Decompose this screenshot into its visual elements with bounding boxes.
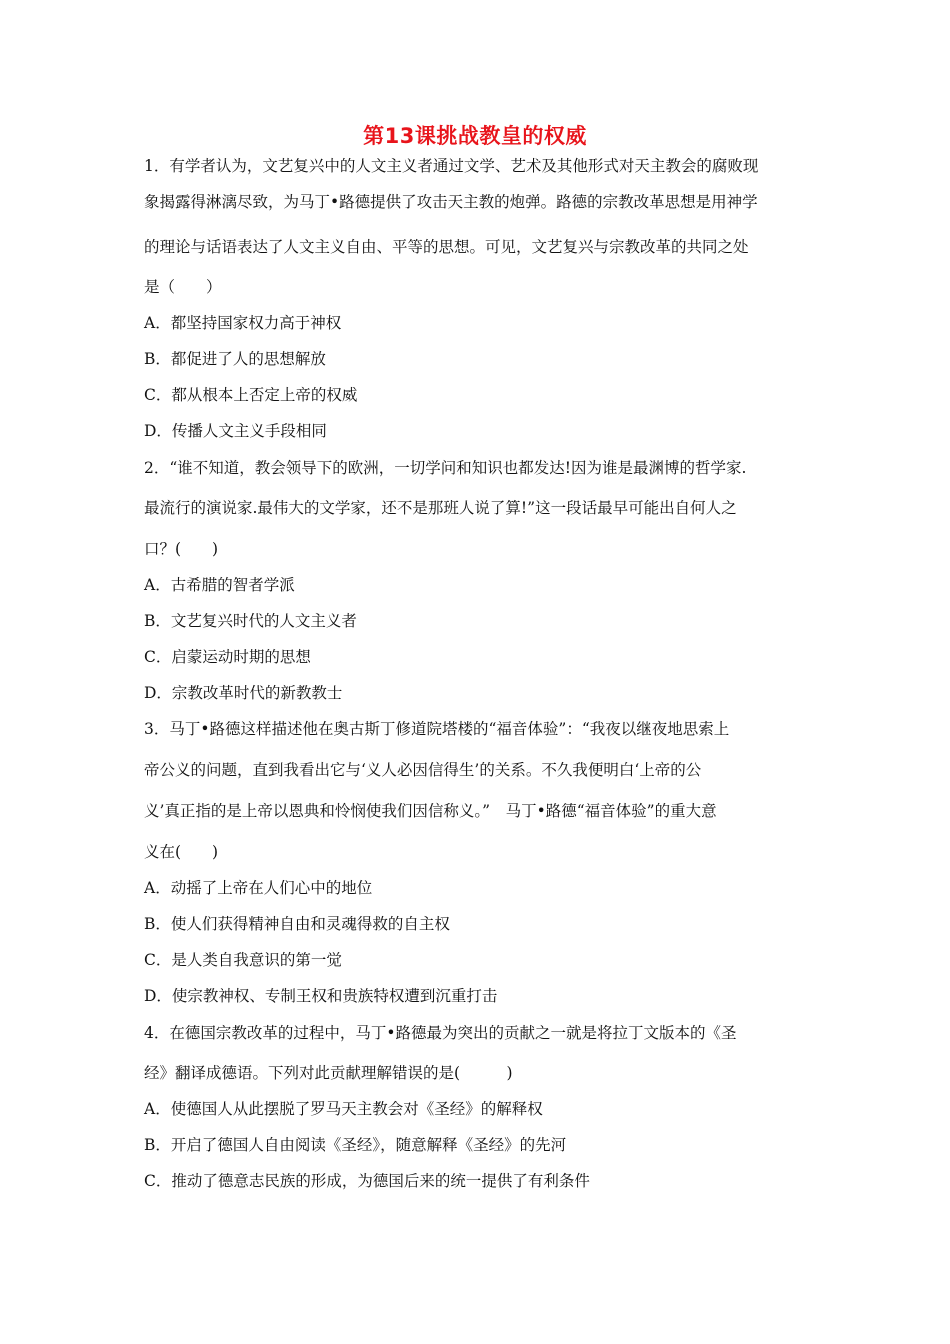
question-2-option-d: D．宗教改革时代的新教教士 — [144, 684, 343, 702]
question-3-option-a: A．动摇了上帝在人们心中的地位 — [144, 879, 373, 897]
question-3-option-c: C．是人类自我意识的第一觉 — [144, 951, 342, 969]
question-3-stem-line-3: 义’真正指的是上帝以恩典和怜悯使我们因信称义。” 马丁•路德“福音体验”的重大意 — [144, 802, 717, 820]
question-4-option-c: C．推动了德意志民族的形成，为德国后来的统一提供了有利条件 — [144, 1172, 590, 1190]
question-1-stem-line-3: 的理论与话语表达了人文主义自由、平等的思想。可见，文艺复兴与宗教改革的共同之处 — [144, 238, 749, 256]
question-2-stem-line-3: 口？( ) — [144, 540, 219, 558]
question-3-stem-line-1: 3．马丁•路德这样描述他在奥古斯丁修道院塔楼的“福音体验”：“我夜以继夜地思索上 — [144, 720, 730, 738]
question-2-option-a: A．古希腊的智者学派 — [144, 576, 295, 594]
question-1-stem-line-4: 是（ ） — [144, 278, 222, 296]
question-3-stem-line-2: 帝公义的问题，直到我看出它与‘义人必因信得生’的关系。不久我便明白‘上帝的公 — [144, 761, 702, 779]
question-1-option-b: B．都促进了人的思想解放 — [144, 350, 326, 368]
question-4-option-a: A．使德国人从此摆脱了罗马天主教会对《圣经》的解释权 — [144, 1100, 543, 1118]
question-1-stem-line-2: 象揭露得淋漓尽致，为马丁•路德提供了攻击天主教的炮弹。路德的宗教改革思想是用神学 — [144, 193, 758, 211]
question-1-option-d: D．传播人文主义手段相同 — [144, 422, 327, 440]
question-1-option-a: A．都坚持国家权力高于神权 — [144, 314, 342, 332]
question-2-option-b: B．文艺复兴时代的人文主义者 — [144, 612, 357, 630]
question-2-option-c: C．启蒙运动时期的思想 — [144, 648, 311, 666]
question-2-stem-line-1: 2．“谁不知道，教会领导下的欧洲，一切学问和知识也都发达!因为谁是最渊博的哲学家. — [144, 459, 747, 477]
question-1-option-c: C．都从根本上否定上帝的权威 — [144, 386, 358, 404]
question-4-stem-line-1: 4．在德国宗教改革的过程中，马丁•路德最为突出的贡献之一就是将拉丁文版本的《圣 — [144, 1024, 737, 1042]
question-4-option-b: B．开启了德国人自由阅读《圣经》，随意解释《圣经》的先河 — [144, 1136, 567, 1154]
question-4-stem-line-2: 经》翻译成德语。下列对此贡献理解错误的是( ) — [144, 1064, 513, 1082]
question-2-stem-line-2: 最流行的演说家.最伟大的文学家，还不是那班人说了算!”这一段话最早可能出自何人之 — [144, 499, 737, 517]
question-3-option-d: D．使宗教神权、专制王权和贵族特权遭到沉重打击 — [144, 987, 498, 1005]
question-3-option-b: B．使人们获得精神自由和灵魂得救的自主权 — [144, 915, 450, 933]
page-title: 第13课挑战教皇的权威 — [363, 124, 587, 148]
question-1-stem-line-1: 1．有学者认为，文艺复兴中的人文主义者通过文学、艺术及其他形式对天主教会的腐败现 — [144, 157, 759, 175]
question-3-stem-line-4: 义在( ) — [144, 843, 219, 861]
